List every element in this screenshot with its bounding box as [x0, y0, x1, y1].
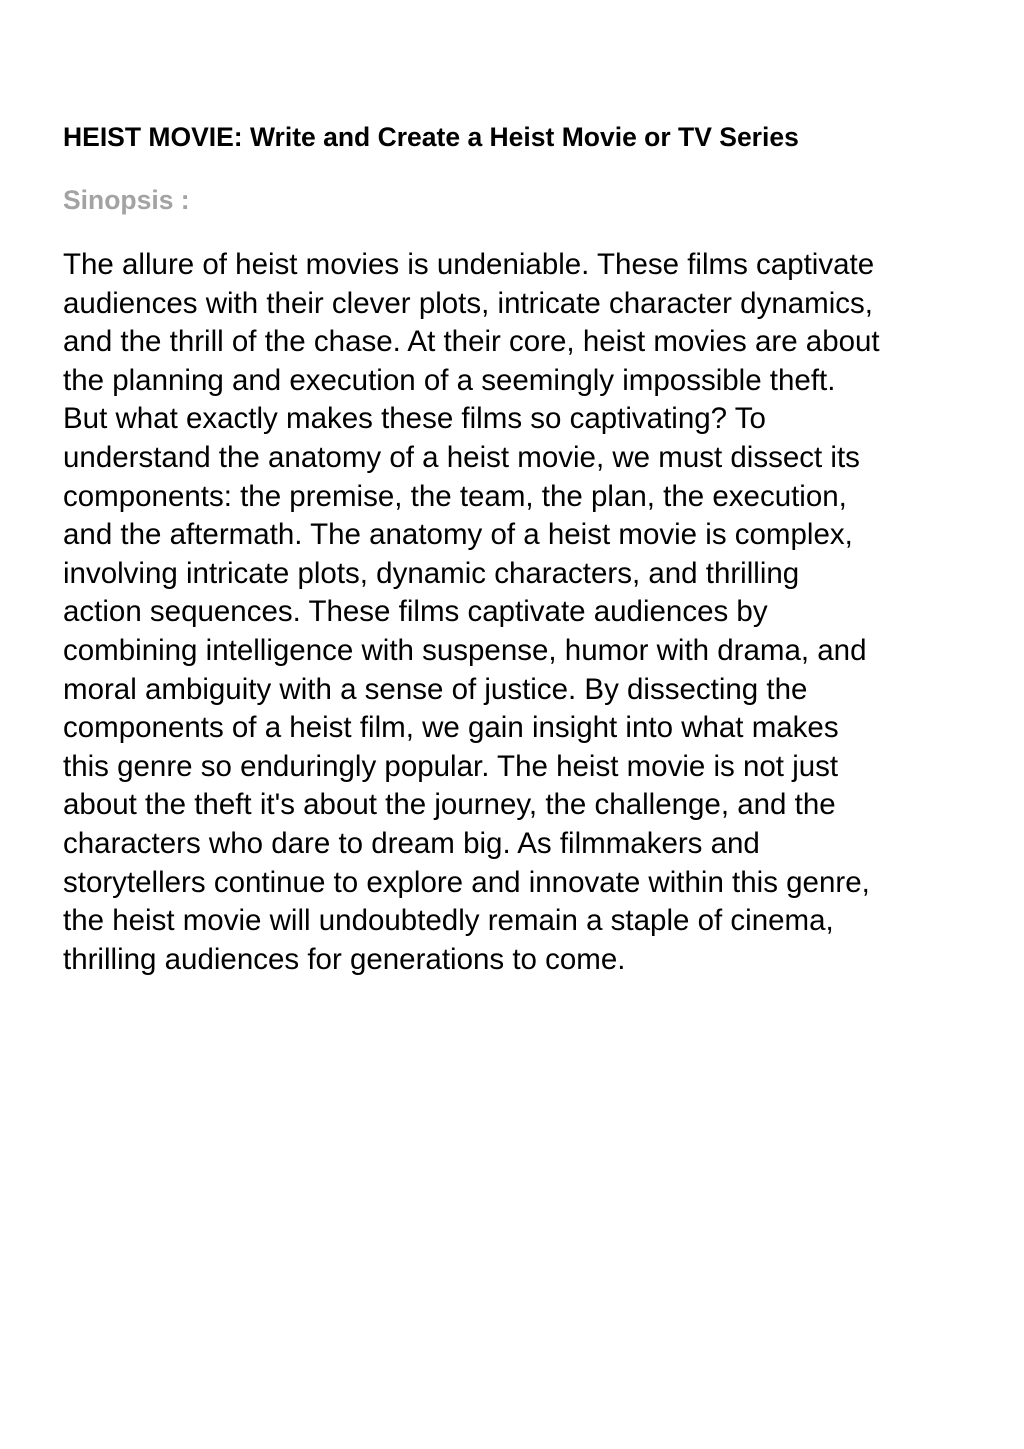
synopsis-line: storytellers continue to explore and innovate within this genre, — [63, 865, 870, 899]
synopsis-line: and the aftermath. The anatomy of a heist movie is complex, — [63, 518, 853, 552]
synopsis-paragraph — [63, 246, 993, 979]
synopsis-line: components: the premise, the team, the plan, the execution, — [63, 479, 847, 513]
synopsis-line: thrilling audiences for generations to come. — [63, 942, 626, 976]
synopsis-line: the planning and execution of a seemingly impossible theft. — [63, 363, 836, 397]
synopsis-line: the heist movie will undoubtedly remain a staple of cinema, — [63, 904, 834, 938]
synopsis-line: understand the anatomy of a heist movie, we must dissect its — [63, 440, 860, 474]
synopsis-line: The allure of heist movies is undeniable. These films captivate — [63, 248, 875, 281]
synopsis-line: about the theft it's about the journey, the challenge, and the — [63, 788, 836, 822]
document-title: HEIST MOVIE: Write and Create a Heist Movie or TV Series — [63, 122, 799, 152]
synopsis-line: But what exactly makes these films so captivating? To — [63, 402, 766, 436]
synopsis-line: this genre so enduringly popular. The heist movie is not just — [63, 749, 839, 783]
synopsis-line: involving intricate plots, dynamic characters, and thrilling — [63, 556, 800, 590]
synopsis-line: characters who dare to dream big. As filmmakers and — [63, 826, 760, 860]
synopsis-line: and the thrill of the chase. At their core, heist movies are about — [63, 325, 880, 359]
synopsis-heading: Sinopsis : — [63, 185, 190, 215]
synopsis-line: combining intelligence with suspense, humor with drama, and — [63, 633, 867, 667]
synopsis-line: action sequences. These films captivate audiences by — [63, 595, 768, 629]
synopsis-line: components of a heist film, we gain insight into what makes — [63, 711, 839, 745]
synopsis-line: audiences with their clever plots, intricate character dynamics, — [63, 286, 873, 320]
synopsis-line: moral ambiguity with a sense of justice. By dissecting the — [63, 672, 808, 706]
